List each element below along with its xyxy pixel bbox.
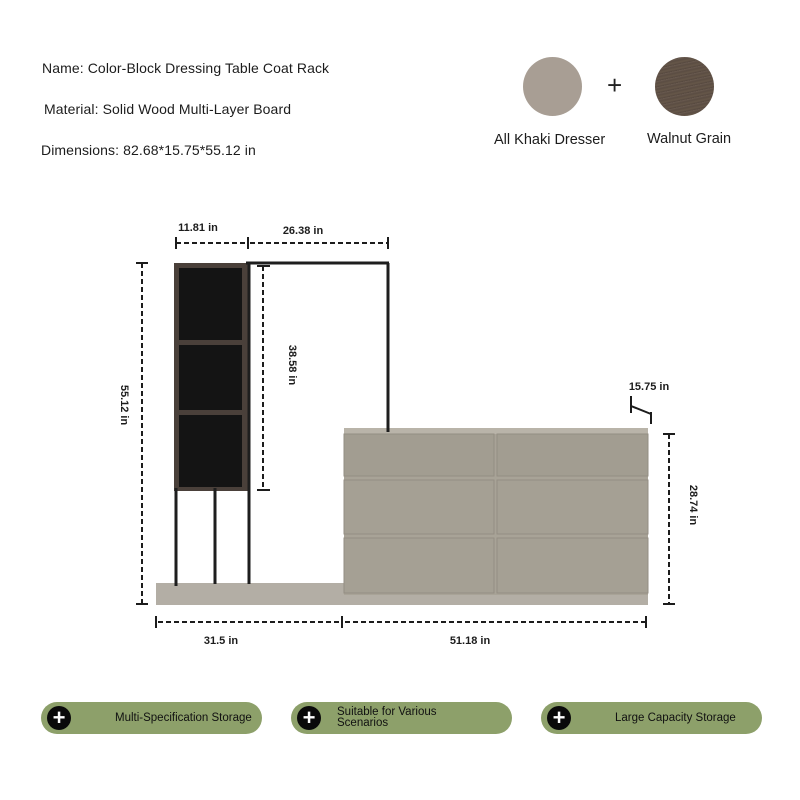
plus-icon: + [547, 706, 571, 730]
drawer [497, 434, 648, 476]
product-material-text: Material: Solid Wood Multi-Layer Board [44, 101, 292, 117]
dresser-width-label: 51.18 in [449, 635, 491, 647]
drawer [344, 538, 494, 593]
feature-label: Large Capacity Storage [615, 711, 736, 724]
feature-pill-storage [41, 702, 262, 734]
product-name-text: Name: Color-Block Dressing Table Coat Rack [42, 60, 330, 76]
plus-icon: + [297, 706, 321, 730]
walnut-swatch-label: Walnut Grain [647, 131, 732, 147]
walnut-shelf-unit [174, 263, 248, 491]
rack-width-label: 26.38 in [282, 225, 324, 237]
rack-height-label: 38.58 in [286, 344, 298, 386]
dresser-height-label: 28.74 in [687, 484, 699, 526]
base-left-width-label: 31.5 in [203, 635, 239, 647]
depth-label: 15.75 in [628, 381, 670, 393]
drawer [344, 434, 494, 476]
feature-label: Multi-Specification Storage [115, 711, 252, 724]
product-dimensions-text: Dimensions: 82.68*15.75*55.12 in [41, 142, 256, 158]
drawer [497, 538, 648, 593]
drawer [344, 480, 494, 534]
feature-label: Suitable for Various Scenarios [337, 706, 437, 729]
feature-pill-scenarios [291, 702, 512, 734]
feature-pill-capacity [541, 702, 762, 734]
plus-icon: + [47, 706, 71, 730]
dresser [344, 428, 648, 595]
khaki-swatch-label: All Khaki Dresser [494, 132, 606, 148]
plus-icon: + [607, 70, 623, 100]
shelf-width-label: 11.81 in [178, 222, 218, 234]
drawer [497, 480, 648, 534]
total-height-label: 55.12 in [118, 384, 130, 426]
